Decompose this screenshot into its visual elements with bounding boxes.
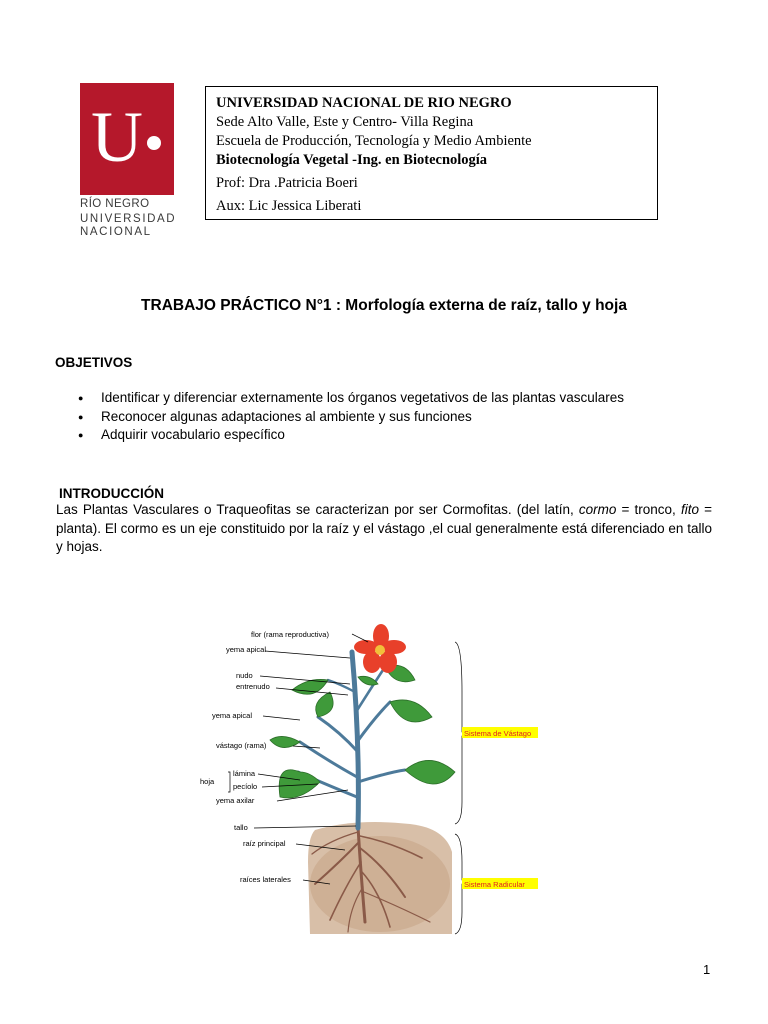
intro-text: = planta). El cormo es un eje constituido por la raíz y el vástago ,el cual generalmente está diferenciado en tallo y hojas. [56, 502, 712, 554]
page-title: TRABAJO PRÁCTICO N°1 : Morfología externa de raíz, tallo y hoja [141, 297, 627, 314]
label-apical-bud: yema apical [226, 645, 267, 654]
list-item: ● Identificar y diferenciar externamente los órganos vegetativos de las plantas vasculares [78, 389, 624, 408]
logo-u-mark-icon [80, 83, 174, 195]
page-number: 1 [703, 962, 711, 977]
label-root-system: Sistema Radicular [464, 880, 525, 889]
objectives-list [78, 389, 624, 445]
introduction-heading: INTRODUCCIÓN [59, 486, 164, 501]
introduction-paragraph [56, 501, 712, 557]
stem-system [298, 652, 405, 828]
campus-line: Sede Alto Valle, Este y Centro- Villa Regina [216, 114, 474, 130]
intro-text: Las Plantas Vasculares o Traqueofitas se caracterizan por ser Cormofitas. (del latín, [56, 502, 579, 517]
university-logo [80, 83, 174, 195]
professor-line: Prof: Dra .Patricia Boeri [216, 175, 358, 191]
leaves [270, 665, 455, 798]
logo-caption [80, 198, 180, 239]
logo-caption-line: UNIVERSIDAD [80, 213, 177, 225]
label-main-root: raíz principal [243, 839, 286, 848]
label-apical-bud: yema apical [212, 711, 253, 720]
label-lateral-roots: raíces laterales [240, 875, 291, 884]
school-line: Escuela de Producción, Tecnología y Medio Ambiente [216, 133, 532, 149]
label-node: nudo [236, 671, 253, 680]
intro-term-cormo: cormo [578, 502, 617, 517]
header-info-box [205, 86, 658, 220]
plant-diagram [200, 622, 545, 942]
intro-term-fito: fito [680, 502, 699, 517]
label-shoot-branch: vástago (rama) [216, 741, 267, 750]
list-item: ● Adquirir vocabulario específico [78, 426, 624, 445]
label-stem: tallo [234, 823, 248, 832]
label-petiole: pecíolo [233, 782, 258, 791]
label-shoot-system: Sistema de Vástago [464, 729, 532, 738]
assistant-line: Aux: Lic Jessica Liberati [216, 198, 362, 214]
label-flower: flor (rama reproductiva) [251, 630, 329, 639]
label-internode: entrenudo [236, 682, 270, 691]
label-leaf: hoja [200, 777, 215, 786]
intro-text: = tronco, [616, 502, 681, 517]
objectives-heading: OBJETIVOS [55, 355, 133, 370]
logo-caption-line: NACIONAL [80, 226, 152, 238]
label-blade: lámina [233, 769, 256, 778]
list-item: ● Reconocer algunas adaptaciones al ambiente y sus funciones [78, 408, 624, 427]
svg-text:U: U [91, 97, 143, 177]
university-name: UNIVERSIDAD NACIONAL DE RIO NEGRO [216, 95, 512, 111]
course-line: Biotecnología Vegetal -Ing. en Biotecnología [216, 152, 488, 168]
label-axillary-bud: yema axilar [216, 796, 255, 805]
logo-caption-line: RÍO NEGRO [80, 198, 150, 210]
